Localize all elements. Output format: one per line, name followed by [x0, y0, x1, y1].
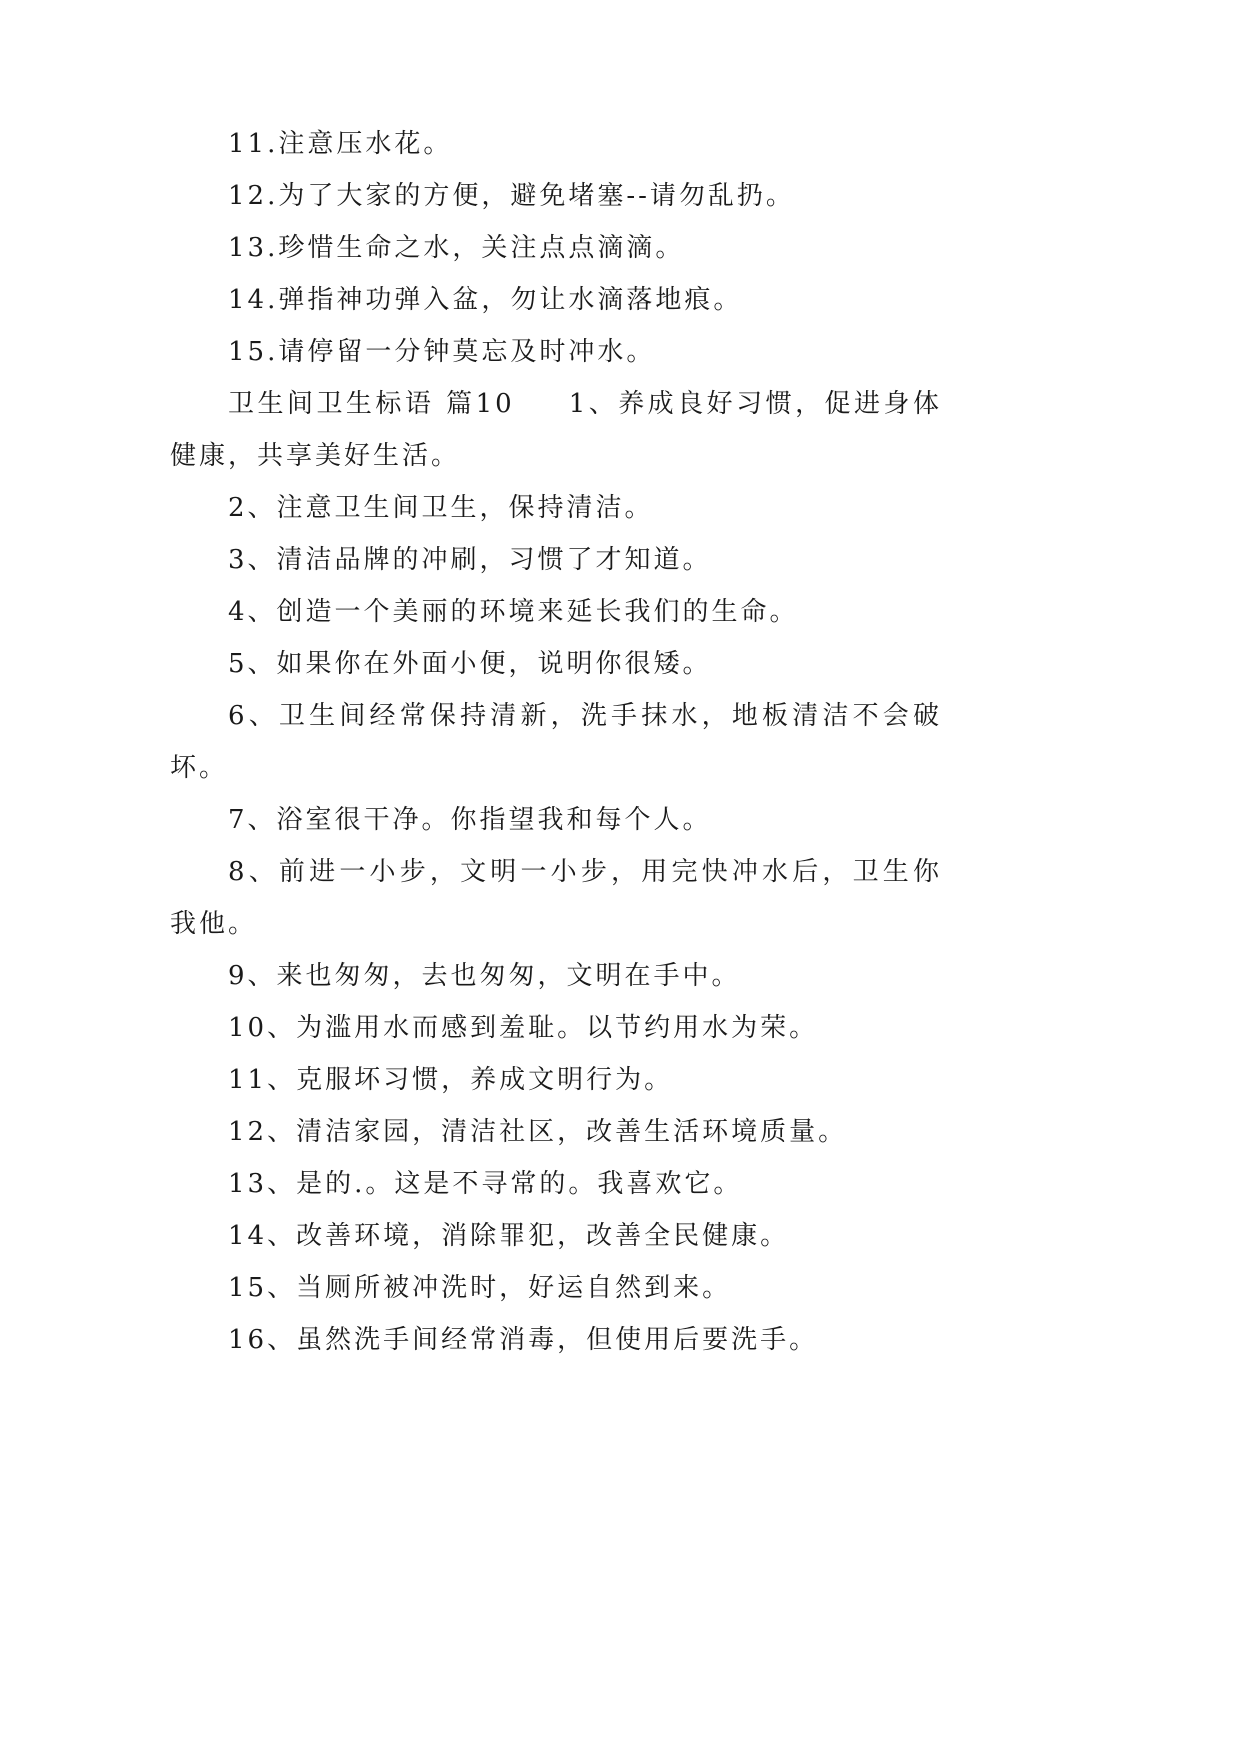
section-first-item: 1、养成良好习惯，促进身体健康，共享美好生活。	[170, 389, 942, 471]
list-item: 4、创造一个美丽的环境来延长我们的生命。	[228, 597, 799, 627]
list-item: 10、为滥用水而感到羞耻。以节约用水为荣。	[228, 1013, 819, 1043]
paragraph: 13.珍惜生命之水，关注点点滴滴。	[228, 233, 685, 263]
paragraph: 15.请停留一分钟莫忘及时冲水。	[228, 337, 656, 367]
list-item: 8、前进一小步，文明一小步，用完快冲水后，卫生你我他。	[170, 857, 942, 939]
list-item: 9、来也匆匆，去也匆匆，文明在手中。	[228, 961, 741, 991]
list-item: 11、克服坏习惯，养成文明行为。	[228, 1065, 674, 1095]
list-item: 12、清洁家园，清洁社区，改善生活环境质量。	[228, 1117, 848, 1147]
list-item: 7、浴室很干净。你指望我和每个人。	[228, 805, 712, 835]
list-item: 15、当厕所被冲洗时，好运自然到来。	[228, 1273, 732, 1303]
document-body	[170, 118, 942, 1366]
list-item: 13、是的.。这是不寻常的。我喜欢它。	[228, 1169, 743, 1199]
paragraph: 12.为了大家的方便，避免堵塞--请勿乱扔。	[228, 181, 795, 211]
list-item: 14、改善环境，消除罪犯，改善全民健康。	[228, 1221, 790, 1251]
list-item: 6、卫生间经常保持清新，洗手抹水，地板清洁不会破坏。	[170, 701, 942, 783]
paragraph: 11.注意压水花。	[228, 129, 453, 159]
section-heading: 卫生间卫生标语 篇10	[228, 389, 515, 419]
list-item: 2、注意卫生间卫生，保持清洁。	[228, 493, 654, 523]
paragraph: 14.弹指神功弹入盆，勿让水滴落地痕。	[228, 285, 743, 315]
list-item: 16、虽然洗手间经常消毒，但使用后要洗手。	[228, 1325, 819, 1355]
list-item: 5、如果你在外面小便，说明你很矮。	[228, 649, 712, 679]
section-paragraph	[170, 378, 942, 482]
list-item: 3、清洁品牌的冲刷，习惯了才知道。	[228, 545, 712, 575]
